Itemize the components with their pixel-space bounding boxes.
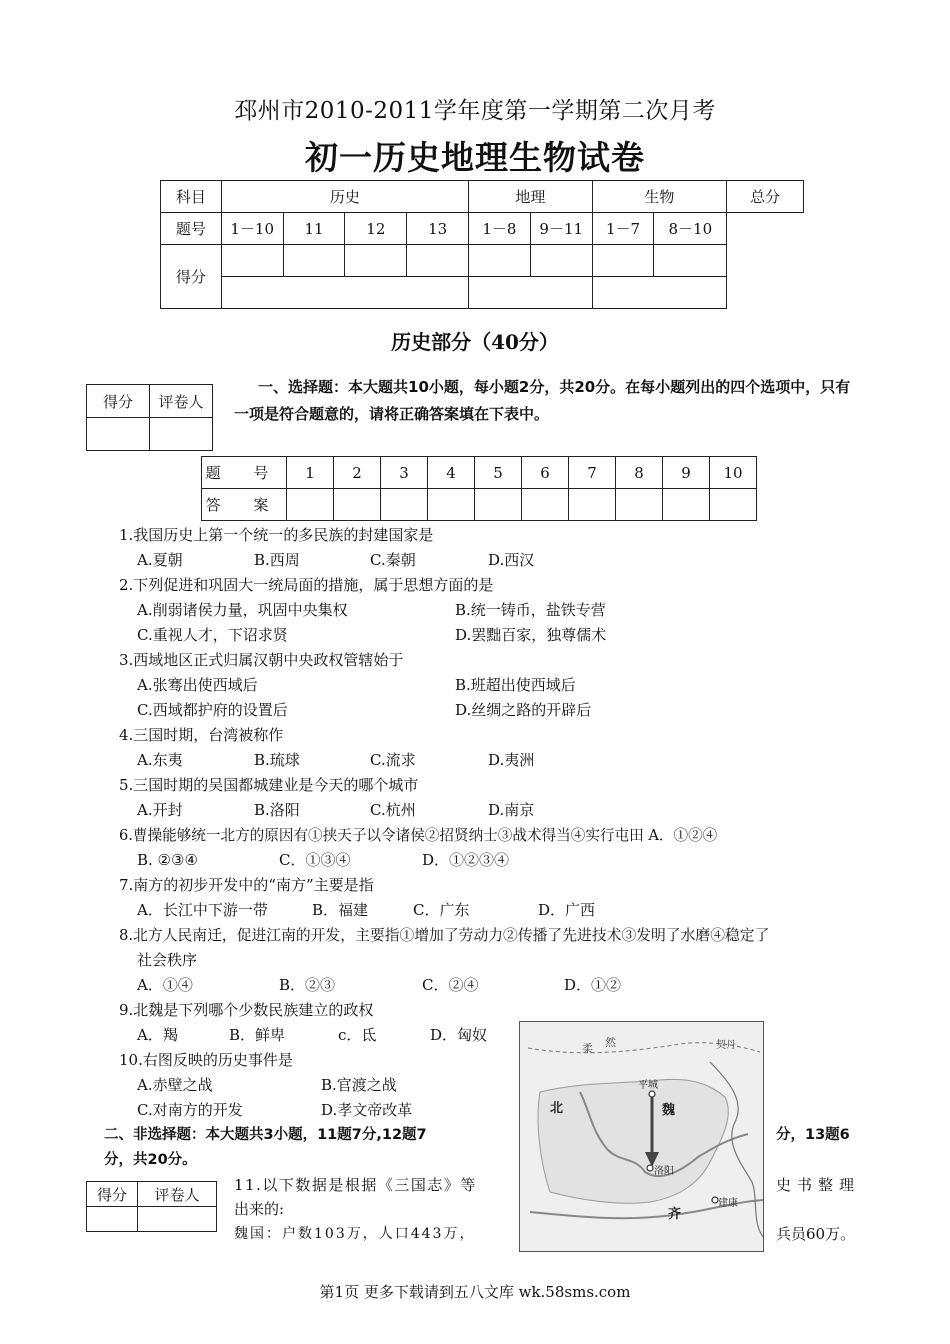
map-label: 然 — [605, 1036, 616, 1049]
option: B.西周 — [254, 551, 300, 569]
option: c．氐 — [338, 1026, 377, 1044]
option: C．广东 — [413, 901, 470, 919]
question-8-continued: 社会秩序 — [137, 951, 198, 969]
answer-cell[interactable] — [522, 489, 569, 521]
map-drawing — [520, 1022, 763, 1251]
part2-instructions-right: 分，13题6 — [776, 1127, 850, 1143]
map-label: 齐 — [668, 1207, 682, 1222]
option: C.杭州 — [370, 801, 416, 819]
score-input-cell[interactable] — [221, 277, 468, 309]
question-11-data-right: 兵员60万。 — [776, 1225, 856, 1243]
option: D．①②③④ — [422, 851, 510, 869]
map-label: 建康 — [718, 1198, 738, 1209]
option: C．②④ — [422, 976, 479, 994]
score-table-header-subject: 科目 — [161, 181, 222, 213]
part2-instructions: 二、非选择题：本大题共3小题，11题7分,12题7 — [104, 1127, 427, 1143]
part2-instructions-cont: 分，共20分。 — [104, 1152, 197, 1168]
answer-number: 7 — [569, 457, 616, 489]
question-9: 9.北魏是下列哪个少数民族建立的政权 — [119, 1001, 374, 1019]
section-heading: 历史部分（40分） — [391, 330, 559, 354]
question-3: 3.西域地区正式归属汉朝中央政权管辖始于 — [119, 651, 404, 669]
grader-box — [86, 1181, 217, 1232]
option: B.琉球 — [254, 751, 300, 769]
option: B．②③ — [279, 976, 336, 994]
question-8: 8.北方人民南迁，促进江南的开发，主要指①增加了劳动力②传播了先进技术③发明了水磨④稳定了 — [119, 927, 770, 944]
question-11-cont: 出来的: — [234, 1200, 285, 1218]
score-table — [160, 180, 804, 309]
answer-cell[interactable] — [663, 489, 710, 521]
map-label: 洛阳 — [654, 1166, 674, 1177]
exam-subtitle: 初一历史地理生物试卷 — [305, 138, 645, 177]
score-input-cell[interactable] — [345, 245, 407, 277]
answer-cell[interactable] — [616, 489, 663, 521]
option: B．福建 — [312, 901, 369, 919]
score-table-cell: 12 — [345, 213, 407, 245]
score-table-header-biology: 生物 — [592, 181, 727, 213]
option: C．①③④ — [279, 851, 351, 869]
option: A.东夷 — [137, 751, 183, 769]
grader-name-cell[interactable] — [138, 1207, 217, 1232]
question-4: 4.三国时期，台湾被称作 — [119, 726, 284, 744]
score-input-cell[interactable] — [530, 245, 592, 277]
option: D.罢黜百家，独尊儒术 — [455, 626, 607, 644]
score-table-cell: 1－7 — [592, 213, 654, 245]
score-input-cell[interactable] — [592, 277, 727, 309]
score-table-header-history: 历史 — [221, 181, 468, 213]
answer-number: 8 — [616, 457, 663, 489]
option: B.洛阳 — [254, 801, 300, 819]
part1-instructions: 一、选择题：本大题共10小题，每小题2分，共20分。在每小题列出的四个选项中，只有一项是符合题意的，请将正确答案填在下表中。 — [234, 378, 851, 423]
answer-cell[interactable] — [381, 489, 428, 521]
answer-table-label-answer: 答 案 — [202, 489, 287, 521]
answer-number: 3 — [381, 457, 428, 489]
question-6: 6.曹操能够统一北方的原因有①挟天子以令诸侯②招贤纳士③战术得当④实行屯田 A．①②④ — [119, 827, 718, 844]
grader-name-cell[interactable] — [150, 418, 213, 451]
score-input-cell[interactable] — [221, 245, 283, 277]
question-5: 5.三国时期的吴国都城建业是今天的哪个城市 — [119, 776, 419, 794]
score-input-cell[interactable] — [469, 277, 593, 309]
map-label: 北 — [550, 1101, 564, 1116]
answer-cell[interactable] — [428, 489, 475, 521]
answer-cell[interactable] — [475, 489, 522, 521]
option: A.夏朝 — [137, 551, 183, 569]
option: D.夷洲 — [488, 751, 535, 769]
option: A．①④ — [137, 976, 193, 994]
score-table-cell: 11 — [283, 213, 345, 245]
question-7: 7.南方的初步开发中的“南方”主要是指 — [119, 876, 374, 894]
answer-number: 6 — [522, 457, 569, 489]
grader-name-label: 评卷人 — [150, 385, 213, 418]
map-label: 魏 — [662, 1103, 676, 1118]
answer-cell[interactable] — [710, 489, 757, 521]
score-table-header-geography: 地理 — [469, 181, 593, 213]
option: C.西域都护府的设置后 — [137, 701, 288, 719]
score-input-cell[interactable] — [407, 245, 469, 277]
score-table-label-score: 得分 — [161, 245, 222, 309]
answer-number: 4 — [428, 457, 475, 489]
page-footer: 第1页 更多下载请到五八文库 wk.58sms.com — [319, 1283, 631, 1301]
option: C.流求 — [370, 751, 416, 769]
option: A.开封 — [137, 801, 183, 819]
answer-number: 9 — [663, 457, 710, 489]
score-table-total-blank — [727, 213, 804, 309]
option: A.削弱诸侯力量，巩固中央集权 — [137, 601, 348, 619]
score-table-cell: 9－11 — [530, 213, 592, 245]
map-label: 平城 — [638, 1080, 658, 1091]
option: D．广西 — [538, 901, 596, 919]
option: A．羯 — [137, 1026, 178, 1044]
question-11-data: 魏国：户数103万，人口443万， — [234, 1226, 476, 1242]
answer-table-label-number: 题 号 — [202, 457, 287, 489]
score-table-cell: 8－10 — [654, 213, 727, 245]
answer-number: 10 — [710, 457, 757, 489]
score-input-cell[interactable] — [592, 245, 654, 277]
question-10: 10.右图反映的历史事件是 — [119, 1051, 293, 1069]
option: C.秦朝 — [370, 551, 416, 569]
score-input-cell[interactable] — [469, 245, 531, 277]
option: A．长江中下游一带 — [137, 901, 268, 919]
answer-number: 2 — [334, 457, 381, 489]
score-table-cell: 13 — [407, 213, 469, 245]
option: B.统一铸币，盐铁专营 — [455, 601, 606, 619]
score-table-label-number: 题号 — [161, 213, 222, 245]
grader-score-label: 得分 — [87, 385, 150, 418]
map-label: 契丹 — [716, 1040, 736, 1051]
grader-name-label: 评卷人 — [138, 1182, 217, 1207]
answer-table — [201, 456, 757, 521]
option: D.西汉 — [488, 551, 535, 569]
score-table-header-total: 总分 — [727, 181, 804, 213]
option: A.张骞出使西域后 — [137, 676, 258, 694]
question-11-right: 史书整理 — [776, 1176, 861, 1194]
question-11: 11.以下数据是根据《三国志》等 — [234, 1176, 477, 1194]
answer-number: 1 — [287, 457, 334, 489]
score-input-cell[interactable] — [283, 245, 345, 277]
map-label: 柔 — [582, 1042, 593, 1055]
option: B. ②③④ — [137, 851, 198, 869]
answer-cell[interactable] — [569, 489, 616, 521]
exam-title: 邳州市2010-2011学年度第一学期第二次月考 — [234, 98, 716, 124]
option: D.孝文帝改革 — [321, 1101, 413, 1119]
option: B.班超出使西域后 — [455, 676, 576, 694]
answer-number: 5 — [475, 457, 522, 489]
answer-cell[interactable] — [334, 489, 381, 521]
option: D.丝绸之路的开辟后 — [455, 701, 592, 719]
grader-score-cell[interactable] — [87, 418, 150, 451]
score-table-cell: 1－8 — [469, 213, 531, 245]
question-1: 1.我国历史上第一个统一的多民族的封建国家是 — [119, 526, 434, 544]
option: B．鲜卑 — [229, 1026, 286, 1044]
grader-box — [86, 384, 213, 451]
option: D.南京 — [488, 801, 535, 819]
northern-wei-map — [519, 1021, 764, 1252]
option: C.对南方的开发 — [137, 1101, 243, 1119]
grader-score-cell[interactable] — [87, 1207, 138, 1232]
option: C.重视人才，下诏求贤 — [137, 626, 288, 644]
option: B.官渡之战 — [321, 1076, 397, 1094]
option: A.赤壁之战 — [137, 1076, 213, 1094]
score-input-cell[interactable] — [654, 245, 727, 277]
answer-cell[interactable] — [287, 489, 334, 521]
option: D．匈奴 — [430, 1026, 488, 1044]
option: D．①② — [564, 976, 622, 994]
question-2: 2.下列促进和巩固大一统局面的措施，属于思想方面的是 — [119, 576, 494, 594]
score-table-cell: 1－10 — [221, 213, 283, 245]
grader-score-label: 得分 — [87, 1182, 138, 1207]
